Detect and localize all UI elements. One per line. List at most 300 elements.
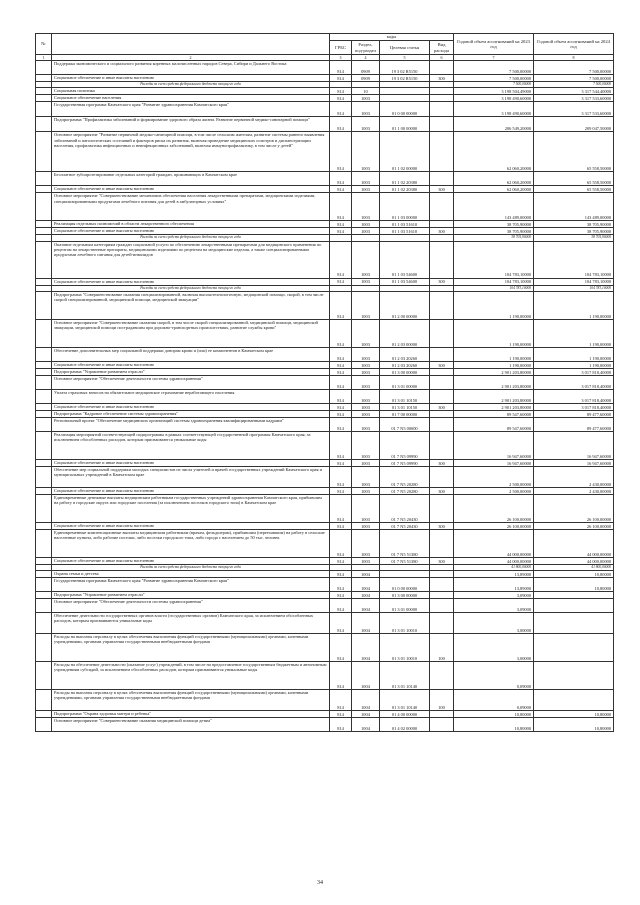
row-number: [36, 319, 52, 347]
amount-2023: 2 901 203,80000: [454, 368, 534, 375]
target-article-code: 01 4 00 00000: [380, 711, 430, 718]
expense-type-code: [430, 592, 454, 599]
amount-2024: 3 317 533,60000: [534, 95, 614, 102]
amount-2024: [534, 592, 614, 599]
amount-2024: 10,80000: [534, 578, 614, 592]
target-article-code: 01 3 01 10010: [380, 634, 430, 662]
section-code: 1003: [352, 410, 380, 417]
amount-2024: 7 500,00000: [534, 75, 614, 82]
expense-type-code: [430, 102, 454, 117]
header-target-article: Целевая статья: [380, 41, 430, 55]
amount-2024: 143 489,00000: [534, 193, 614, 221]
section-code: 1003: [352, 228, 380, 235]
colnum: 2: [52, 55, 330, 61]
table-row: [36, 494, 614, 522]
amount-2024: 209 047,50000: [534, 117, 614, 132]
expense-type-code: [430, 172, 454, 186]
row-number: [36, 613, 52, 634]
table-row: [36, 61, 614, 75]
amount-2023: 10,80000: [454, 718, 534, 732]
row-number: [36, 291, 52, 319]
target-article-code: [380, 571, 430, 578]
amount-2023: 1 190,00000: [454, 319, 534, 347]
target-article-code: 01 7 N5 09990: [380, 459, 430, 466]
amount-2023: 7 500,00000: [454, 75, 534, 82]
target-article-code: 01 7 N5 20280: [380, 487, 430, 494]
expense-type-code: 300: [430, 228, 454, 235]
amount-2023: 1 190,00000: [454, 361, 534, 368]
grbs-code: 814: [330, 375, 352, 389]
item-name: Социальное обеспечение и иные выплаты населению: [52, 278, 330, 285]
amount-2024: 16 947,60000: [534, 431, 614, 459]
item-name: Реализация мероприятий соответствующей подпрограммы в рамках соответствующей государственной программы Камчатского края, за исключением обособленных расходов, которым присваиваются уникальные коды: [52, 431, 330, 459]
row-number: [36, 278, 52, 285]
amount-2023: 3,00000: [454, 613, 534, 634]
amount-2024: 3 017 818,40000: [534, 368, 614, 375]
table-row: [36, 529, 614, 557]
amount-2024: 104 783,10000: [534, 241, 614, 278]
grbs-code: 814: [330, 711, 352, 718]
amount-2023: 1 190,00000: [454, 347, 534, 361]
colnum: 8: [534, 55, 614, 61]
amount-2024: 10,80000: [534, 711, 614, 718]
amount-2024: 10,80000: [534, 571, 614, 578]
table-row: [36, 319, 614, 347]
table-row: [36, 117, 614, 132]
section-code: 1003: [352, 221, 380, 228]
row-number: [36, 132, 52, 172]
amount-2023: 44 000,00000: [454, 557, 534, 564]
target-article-code: 01 2 03 00000: [380, 319, 430, 347]
target-article-code: 01 7 N5 51380: [380, 557, 430, 564]
amount-2023: 104 783,10000: [454, 278, 534, 285]
amount-2023: 38 705,90000: [454, 228, 534, 235]
expense-type-code: [430, 711, 454, 718]
document-page: [35, 33, 613, 732]
amount-2024: 16 947,60000: [534, 459, 614, 466]
row-number: [36, 459, 52, 466]
section-code: 1003: [352, 487, 380, 494]
colnum: 6: [430, 55, 454, 61]
item-name: Охрана семьи и детства: [52, 571, 330, 578]
section-code: 10: [352, 88, 380, 95]
target-article-code: [380, 95, 430, 102]
amount-2023: 38 705,90000: [454, 221, 534, 228]
table-row: [36, 186, 614, 193]
item-name: Расходы за счет средств федерального бюджета текущего года: [52, 235, 330, 241]
colnum: 5: [380, 55, 430, 61]
item-name: Расходы за счет средств федерального бюджета текущего года: [52, 564, 330, 570]
row-number: [36, 193, 52, 221]
table-row: [36, 95, 614, 102]
expense-type-code: [430, 291, 454, 319]
target-article-code: 01 2 00 00000: [380, 291, 430, 319]
table-row: [36, 718, 614, 732]
expense-type-code: [430, 95, 454, 102]
item-name: Подпрограмма "Управление развитием отрасли": [52, 368, 330, 375]
header-razdel: Раздел, под-раздел: [352, 41, 380, 55]
row-number: [36, 718, 52, 732]
grbs-code: 814: [330, 186, 352, 193]
item-name: Подпрограмма "Совершенствование оказания специализированной, включая высокотехнологичную, медицинской помощи, скорой, в том числе скорой специализированной, медицинской помощи, медицинской эвакуации": [52, 291, 330, 319]
amount-2023: 104 783,10000: [454, 241, 534, 278]
section-code: 1003: [352, 102, 380, 117]
row-number: [36, 487, 52, 494]
grbs-code: 814: [330, 132, 352, 172]
expense-type-code: [430, 347, 454, 361]
expense-type-code: [430, 494, 454, 522]
item-name: Социальное обеспечение и иные выплаты населению: [52, 459, 330, 466]
grbs-code: 814: [330, 466, 352, 487]
table-row: [36, 347, 614, 361]
table-row: [36, 578, 614, 592]
target-article-code: 01 1 02 20380: [380, 172, 430, 186]
table-row: [36, 221, 614, 228]
expense-type-code: 300: [430, 487, 454, 494]
table-row: [36, 368, 614, 375]
table-row: [36, 711, 614, 718]
target-article-code: 01 1 03 54600: [380, 278, 430, 285]
colnum: 4: [352, 55, 380, 61]
amount-2023: 7 500,00000: [454, 82, 534, 88]
item-name: Оказание отдельным категориям граждан социальной услуги по обеспечению лекарственными препаратами для медицинского применения по рецептам на лекарственные препараты, медицинскими изделиями по рецептам на медицинские изделия, а также специализированными продуктами лечебного питания для детей-инвалидов: [52, 241, 330, 278]
table-row: [36, 599, 614, 613]
expense-type-code: 100: [430, 634, 454, 662]
item-name: Социальное обеспечение и иные выплаты населению: [52, 75, 330, 82]
grbs-code: 814: [330, 410, 352, 417]
amount-2024: 41 800,00000: [534, 564, 614, 570]
table-row: [36, 172, 614, 186]
section-code: 1004: [352, 578, 380, 592]
expense-type-code: [430, 718, 454, 732]
row-number: [36, 347, 52, 361]
row-number: [36, 466, 52, 487]
table-row: [36, 193, 614, 221]
amount-2023: 62 060,20000: [454, 172, 534, 186]
row-number: [36, 368, 52, 375]
row-number: [36, 431, 52, 459]
item-name: Социальное обеспечение и иные выплаты населению: [52, 186, 330, 193]
amount-2024: 3 317 533,60000: [534, 102, 614, 117]
item-name: Социальное обеспечение и иные выплаты населению: [52, 522, 330, 529]
expense-type-code: [430, 410, 454, 417]
target-article-code: 01 3 00 00000: [380, 368, 430, 375]
item-name: Социальное обеспечение и иные выплаты населению: [52, 487, 330, 494]
table-row: [36, 634, 614, 662]
amount-2023: 2 901 203,80000: [454, 375, 534, 389]
amount-2023: 3,09000: [454, 592, 534, 599]
target-article-code: 19 3 02 R5150: [380, 61, 430, 75]
table-row: [36, 389, 614, 403]
section-code: 1003: [352, 403, 380, 410]
row-number: [36, 571, 52, 578]
colnum: 3: [330, 55, 352, 61]
table-row: [36, 571, 614, 578]
amount-2023: 1 190,00000: [454, 291, 534, 319]
grbs-code: 814: [330, 193, 352, 221]
section-code: 1004: [352, 613, 380, 634]
amount-2023: 13,89000: [454, 571, 534, 578]
target-article-code: 01 7 00 00000: [380, 410, 430, 417]
section-code: 1003: [352, 319, 380, 347]
grbs-code: 814: [330, 95, 352, 102]
table-row: [36, 241, 614, 278]
table-row: [36, 466, 614, 487]
grbs-code: 814: [330, 117, 352, 132]
row-number: [36, 75, 52, 82]
grbs-code: 814: [330, 578, 352, 592]
amount-2023: 143 489,00000: [454, 193, 534, 221]
amount-2023: 3 198 490,60000: [454, 95, 534, 102]
item-name: Социальное обеспечение и иные выплаты населению: [52, 557, 330, 564]
expense-type-code: [430, 599, 454, 613]
item-name: Единовременные компенсационные выплаты медицинским работникам (врачам, фельдшерам), прибывшим (переехавшим) на работу в сельские населенные пункты, либо рабочие поселки, либо поселки городского типа, либо города с населением до 50 тыс. человек: [52, 529, 330, 557]
row-number: [36, 557, 52, 564]
colnum: 1: [36, 55, 52, 61]
item-name: Региональный проект "Обеспечение медицинских организаций системы здравоохранения квалифицированными кадрами": [52, 417, 330, 431]
grbs-code: 814: [330, 228, 352, 235]
amount-2023: 0,09000: [454, 690, 534, 711]
grbs-code: 814: [330, 61, 352, 75]
row-number: [36, 711, 52, 718]
amount-2023: 2 901 203,80000: [454, 389, 534, 403]
row-number: [36, 662, 52, 690]
row-number: [36, 228, 52, 235]
target-article-code: 01 4 02 00000: [380, 718, 430, 732]
item-name: Социальное обеспечение и иные выплаты населению: [52, 361, 330, 368]
amount-2023: 0,09000: [454, 662, 534, 690]
header-expense-type: Вид расхода: [430, 41, 454, 55]
amount-2024: 104 783,10000: [534, 285, 614, 291]
colnum: 7: [454, 55, 534, 61]
expense-type-code: [430, 61, 454, 75]
item-name: Реализация отдельных полномочий в области лекарственного обеспечения: [52, 221, 330, 228]
target-article-code: 01 7 N5 09990: [380, 431, 430, 459]
expense-type-code: [430, 132, 454, 172]
table-row: [36, 522, 614, 529]
amount-2024: 3 017 818,40000: [534, 403, 614, 410]
section-code: 1004: [352, 634, 380, 662]
expense-type-code: [430, 571, 454, 578]
grbs-code: 814: [330, 487, 352, 494]
item-name: Подпрограмма "Кадровое обеспечение системы здравоохранения": [52, 410, 330, 417]
amount-2024: 38 705,90000: [534, 235, 614, 241]
amount-2024: 26 100,00000: [534, 522, 614, 529]
row-number: [36, 634, 52, 662]
section-code: 1003: [352, 172, 380, 186]
target-article-code: 01 0 00 00000: [380, 102, 430, 117]
table-row: [36, 375, 614, 389]
header-name: [52, 34, 330, 55]
target-article-code: 01 1 02 20380: [380, 186, 430, 193]
item-name: Уплата страховых взносов на обязательное медицинское страхование неработающего населения: [52, 389, 330, 403]
table-row: [36, 487, 614, 494]
amount-2023: 104 783,10000: [454, 285, 534, 291]
target-article-code: 01 1 03 51610: [380, 228, 430, 235]
amount-2024: 26 100,00000: [534, 494, 614, 522]
expense-type-code: 300: [430, 522, 454, 529]
expense-type-code: 300: [430, 75, 454, 82]
table-row: [36, 592, 614, 599]
amount-2023: 16 947,60000: [454, 431, 534, 459]
grbs-code: 814: [330, 172, 352, 186]
amount-2024: 2 430,00000: [534, 466, 614, 487]
amount-2024: 3 317 544,40000: [534, 88, 614, 95]
item-name: Государственная программа Камчатского края "Развитие здравоохранения Камчатского края": [52, 578, 330, 592]
table-row: [36, 228, 614, 235]
item-name: Подпрограмма "Профилактика заболеваний и формирование здорового образа жизни. Развитие первичной медико-санитарной помощи": [52, 117, 330, 132]
item-name: Социальное обеспечение и иные выплаты населению: [52, 403, 330, 410]
table-row: [36, 431, 614, 459]
table-row: [36, 557, 614, 564]
amount-2023: 3 198 504,49000: [454, 88, 534, 95]
grbs-code: 814: [330, 459, 352, 466]
item-name: Основное мероприятие "Совершенствование оказания скорой, в том числе скорой специализированной, медицинской помощи, медицинской эвакуации, медицинской помощи пострадавшим при дорожно-транспортных происшествиях, развитие службы крови": [52, 319, 330, 347]
grbs-code: 814: [330, 431, 352, 459]
grbs-code: 814: [330, 613, 352, 634]
grbs-code: 814: [330, 291, 352, 319]
row-number: [36, 403, 52, 410]
amount-2024: 1 190,00000: [534, 319, 614, 347]
item-name: Обеспечение мер социальной поддержки молодых специалистов из числа учителей и врачей государственных учреждений Камчатского края и муниципальных учреждений в Камчатском крае: [52, 466, 330, 487]
item-name: Бесплатное зубопротезирование отдельных категорий граждан, проживающих в Камчатском крае: [52, 172, 330, 186]
amount-2024: 7 500,00000: [534, 61, 614, 75]
expense-type-code: 300: [430, 278, 454, 285]
item-name: Государственная программа Камчатского края "Развитие здравоохранения Камчатского края": [52, 102, 330, 117]
target-article-code: 19 3 02 R5150: [380, 75, 430, 82]
amount-2024: 65 558,50000: [534, 172, 614, 186]
section-code: 1003: [352, 368, 380, 375]
expense-type-code: [430, 88, 454, 95]
item-name: Расходы на выплаты персоналу в целях обеспечения выполнения функций государственными (муниципальными) органами, казенными учреждениями, органами управления государственными внебюджетными фондами: [52, 634, 330, 662]
item-name: Основное мероприятие "Обеспечение деятельности системы здравоохранения": [52, 599, 330, 613]
target-article-code: 01 1 00 00000: [380, 117, 430, 132]
grbs-code: 814: [330, 662, 352, 690]
row-number: [36, 578, 52, 592]
section-code: 1003: [352, 375, 380, 389]
item-name: Поддержка экономического и социального развития коренных малочисленных народов Севера, Сибири и Дальнего Востока: [52, 61, 330, 75]
section-code: 1004: [352, 690, 380, 711]
grbs-code: 814: [330, 361, 352, 368]
grbs-code: 814: [330, 319, 352, 347]
amount-2024: 1 190,00000: [534, 291, 614, 319]
row-number: [36, 389, 52, 403]
amount-2024: [534, 662, 614, 690]
amount-2024: 3 017 818,40000: [534, 375, 614, 389]
table-row: [36, 278, 614, 285]
target-article-code: 01 7 N5 20430: [380, 494, 430, 522]
section-code: 1003: [352, 431, 380, 459]
target-article-code: 01 3 01 10150: [380, 403, 430, 410]
amount-2023: 13,89000: [454, 578, 534, 592]
target-article-code: 01 7 N5 20280: [380, 466, 430, 487]
amount-2024: 2 430,00000: [534, 487, 614, 494]
expense-type-code: [430, 578, 454, 592]
section-code: 1003: [352, 494, 380, 522]
row-number: [36, 95, 52, 102]
amount-2023: 3,09000: [454, 599, 534, 613]
expense-type-code: [430, 375, 454, 389]
row-number: [36, 221, 52, 228]
target-article-code: 01 3 00 00000: [380, 592, 430, 599]
section-code: 1003: [352, 466, 380, 487]
row-number: [36, 241, 52, 278]
section-code: 1003: [352, 132, 380, 172]
row-number: [36, 375, 52, 389]
amount-2024: 89 477,60000: [534, 410, 614, 417]
target-article-code: 01 0 00 00000: [380, 578, 430, 592]
table-row: [36, 662, 614, 690]
amount-2024: 7 500,00000: [534, 82, 614, 88]
grbs-code: 814: [330, 718, 352, 732]
section-code: 1003: [352, 389, 380, 403]
expense-type-code: 300: [430, 459, 454, 466]
row-number: [36, 690, 52, 711]
section-code: 1004: [352, 571, 380, 578]
amount-2023: 89 547,60000: [454, 410, 534, 417]
item-name: Социальное обеспечение населения: [52, 95, 330, 102]
grbs-code: 814: [330, 403, 352, 410]
header-2023: Годовой объем ассигнований на 2023 год: [454, 34, 534, 55]
expense-type-code: [430, 529, 454, 557]
table-row: [36, 102, 614, 117]
grbs-code: 814: [330, 494, 352, 522]
expense-type-code: [430, 466, 454, 487]
section-code: 1003: [352, 291, 380, 319]
table-row: [36, 88, 614, 95]
item-name: Расходы за счет средств федерального бюджета текущего года: [52, 285, 330, 291]
grbs-code: 814: [330, 221, 352, 228]
row-number: [36, 592, 52, 599]
amount-2023: 206 549,20000: [454, 117, 534, 132]
target-article-code: 01 2 03 20260: [380, 361, 430, 368]
amount-2023: 2 901 203,80000: [454, 403, 534, 410]
amount-2023: 2 500,00000: [454, 466, 534, 487]
row-number: [36, 61, 52, 75]
amount-2023: 16 947,60000: [454, 459, 534, 466]
target-article-code: 01 3 01 00000: [380, 599, 430, 613]
amount-2023: 2 500,00000: [454, 487, 534, 494]
item-name: Социальная политика: [52, 88, 330, 95]
budget-table: [35, 33, 614, 732]
amount-2024: 1 190,00000: [534, 347, 614, 361]
expense-type-code: 300: [430, 186, 454, 193]
target-article-code: 01 1 03 51610: [380, 221, 430, 228]
amount-2023: 10,80000: [454, 711, 534, 718]
item-name: Основное мероприятие "Совершенствование механизмов обеспечения населения лекарственными препаратами, медицинскими изделиями, специализированными продуктами лечебного питания для детей в амбулаторных условиях": [52, 193, 330, 221]
expense-type-code: 300: [430, 557, 454, 564]
table-row: [36, 613, 614, 634]
target-article-code: 01 7 N5 00000: [380, 417, 430, 431]
grbs-code: 814: [330, 571, 352, 578]
target-article-code: 01 1 03 00000: [380, 193, 430, 221]
row-number: [36, 529, 52, 557]
page-number: 34: [317, 880, 323, 886]
table-row: [36, 459, 614, 466]
section-code: 1004: [352, 662, 380, 690]
section-code: 1003: [352, 361, 380, 368]
row-number: [36, 410, 52, 417]
grbs-code: 814: [330, 592, 352, 599]
section-code: 1003: [352, 95, 380, 102]
table-row: [36, 690, 614, 711]
section-code: 1004: [352, 592, 380, 599]
expense-type-code: [430, 319, 454, 347]
section-code: 1003: [352, 522, 380, 529]
expense-type-code: [430, 389, 454, 403]
header-codes-group: коды: [330, 34, 454, 41]
section-code: 1003: [352, 186, 380, 193]
